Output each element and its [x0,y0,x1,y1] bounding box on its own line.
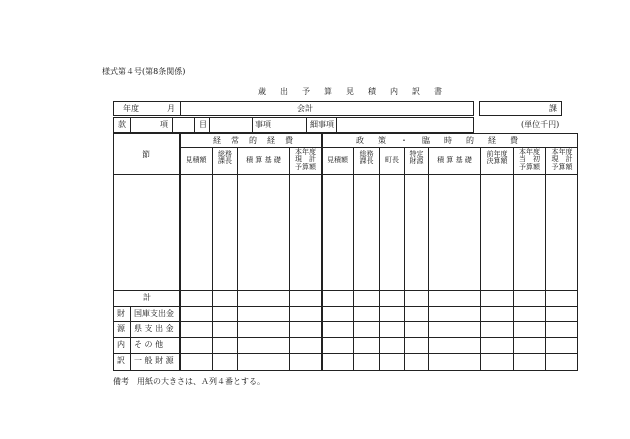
main-table [113,133,578,371]
other-label: そ の 他 [134,340,164,349]
policy-basis-header: 積 算 基 礎 [437,156,472,164]
section-label: 課 [549,104,557,113]
sub-jikou-label: 細事項 [310,120,334,129]
page-title: 歳 出 予 算 見 積 内 訳 書 [258,87,445,96]
breakdown-char-2: 源 [117,324,125,333]
ordinary-expense-header: 経 常 的 経 費 [213,136,294,145]
policy-general-affairs-header: 総務 課長 [359,150,374,166]
policy-mayor-header: 町長 [385,156,399,164]
year-label: 年度 [123,104,139,113]
breakdown-char-1: 財 [117,309,125,318]
setsu-header: 節 [142,150,150,159]
ordinary-general-affairs-header: 総務 課長 [218,150,232,166]
account-label: 会計 [297,104,313,113]
breakdown-char-3: 内 [117,340,125,349]
kan-label: 款 [118,120,126,129]
policy-prior-year-header: 前年度 決算額 [486,150,508,166]
kou-label: 項 [160,120,168,129]
policy-initial-budget-header: 本年度 当 初 予算額 [519,148,540,171]
unit-label: (単位千円) [521,120,560,129]
national-treasury-label: 国庫支出金 [134,309,174,318]
breakdown-char-4: 訳 [117,356,125,365]
ordinary-estimate-header: 見積額 [185,156,207,164]
policy-expense-header: 政 策 ・ 臨 時 的 経 費 [356,136,521,145]
ordinary-basis-header: 積 算 基 礎 [246,156,281,164]
jikou-label: 事項 [255,120,271,129]
ordinary-current-budget-header: 本年度 現 計 予算額 [295,148,316,171]
policy-specific-revenue-header: 特定 財源 [409,150,424,166]
total-label: 計 [143,293,151,302]
policy-current-budget-header: 本年度 現 計 予算額 [551,148,573,171]
form-number: 様式第４号(第8条関係) [102,67,186,76]
prefecture-label: 県 支 出 金 [134,324,174,333]
month-label: 月 [167,104,175,113]
policy-estimate-header: 見積額 [327,156,348,164]
note: 備考 用紙の大きさは、Ａ列４番とする。 [113,377,265,386]
moku-label: 目 [199,120,207,129]
general-revenue-label: 一 般 財 源 [134,356,174,365]
